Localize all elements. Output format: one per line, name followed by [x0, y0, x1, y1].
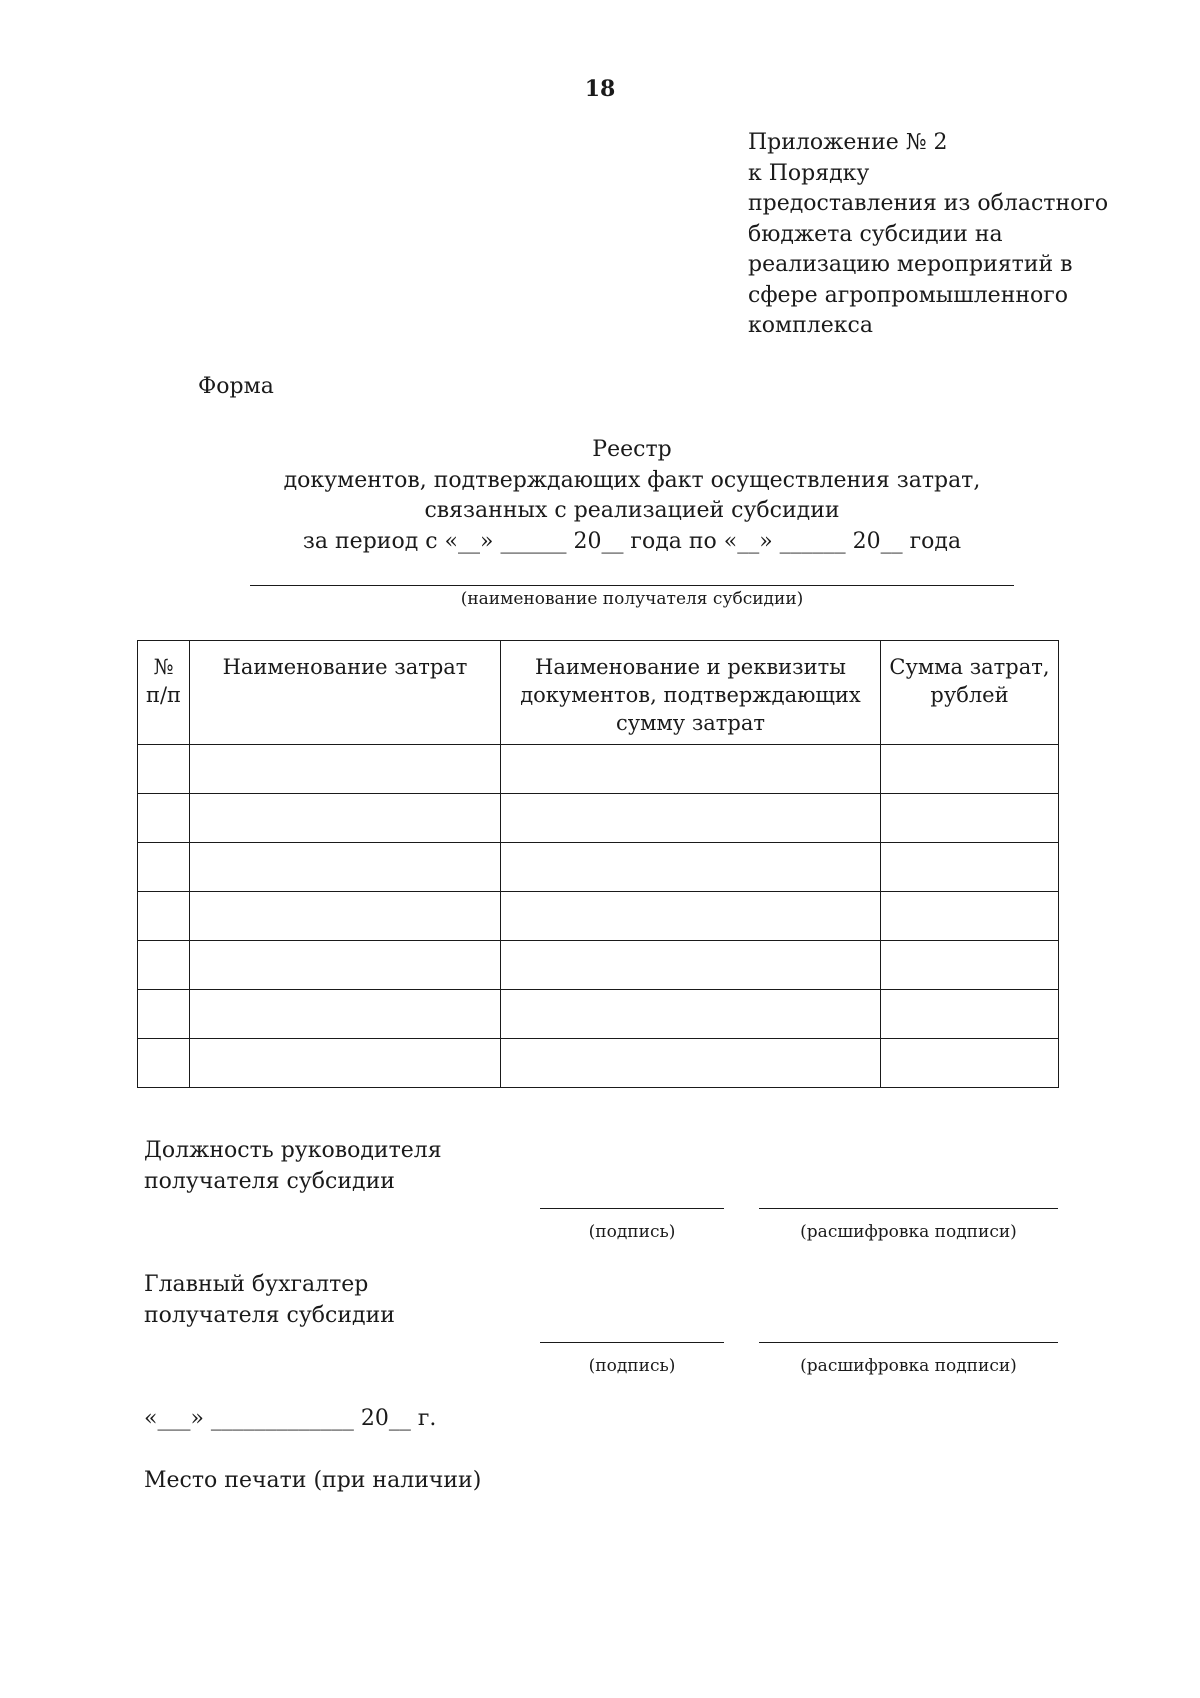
col-header-documents: Наименование и реквизиты документов, подтверждающих сумму затрат: [501, 641, 881, 745]
table-cell: [190, 990, 501, 1039]
table-row: [138, 843, 1059, 892]
table-cell: [881, 745, 1059, 794]
table-cell: [501, 990, 881, 1039]
table-cell: [138, 1039, 190, 1088]
table-cell: [138, 794, 190, 843]
signer-label-head: Должность руководителя получателя субсидии: [144, 1138, 442, 1194]
signature-decode-caption: (расшифровка подписи): [800, 1222, 1017, 1242]
table-cell: [190, 843, 501, 892]
appendix-line: комплекса: [748, 313, 873, 338]
table-cell: [138, 941, 190, 990]
table-cell: [881, 941, 1059, 990]
table-cell: [501, 843, 881, 892]
table-cell: [138, 990, 190, 1039]
table-cell: [881, 892, 1059, 941]
signature-decode-line: [759, 1208, 1058, 1209]
stamp-place-label: Место печати (при наличии): [144, 1468, 482, 1493]
table-cell: [138, 745, 190, 794]
table-row: [138, 941, 1059, 990]
signature-line: [540, 1208, 724, 1209]
appendix-line: Приложение № 2: [748, 130, 948, 155]
table-cell: [138, 843, 190, 892]
appendix-line: бюджета субсидии на: [748, 221, 1003, 247]
table-cell: [190, 794, 501, 843]
table-cell: [881, 1039, 1059, 1088]
page-number: 18: [584, 76, 616, 102]
table-body: [138, 745, 1059, 1088]
signer-label-accountant: Главный бухгалтер получателя субсидии: [144, 1272, 395, 1328]
table-cell: [501, 1039, 881, 1088]
table-cell: [501, 892, 881, 941]
signature-caption: (подпись): [588, 1222, 676, 1242]
table-row: [138, 990, 1059, 1039]
col-header-number: № п/п: [138, 641, 190, 745]
period-line: за период с «__» ______ 20__ года по «__» ______ 20__ года: [302, 528, 962, 554]
register-table: [137, 640, 1059, 1088]
form-label: Форма: [198, 374, 274, 399]
title-line: Реестр: [592, 437, 672, 462]
table-cell: [190, 941, 501, 990]
table-row: [138, 794, 1059, 843]
appendix-header: [748, 128, 1188, 342]
signature-decode-caption: (расшифровка подписи): [800, 1356, 1017, 1376]
date-line: «___» _____________ 20__ г.: [144, 1406, 437, 1431]
table-cell: [881, 990, 1059, 1039]
appendix-line: сфере агропромышленного: [748, 282, 1069, 308]
table-cell: [501, 745, 881, 794]
title-line: документов, подтверждающих факт осуществления затрат,: [283, 467, 981, 493]
title-line: связанных с реализацией субсидии: [424, 498, 840, 523]
table-cell: [881, 794, 1059, 843]
appendix-line: реализацию мероприятий в: [748, 252, 1073, 277]
recipient-caption: (наименование получателя субсидии): [460, 589, 804, 609]
signature-line: [540, 1342, 724, 1343]
recipient-name-line: [250, 585, 1014, 586]
appendix-line: к Порядку: [748, 160, 870, 186]
document-title: [0, 435, 1200, 557]
table-row: [138, 892, 1059, 941]
table-row: [138, 745, 1059, 794]
table-cell: [881, 843, 1059, 892]
table-header-row: [138, 641, 1059, 745]
col-header-amount: Сумма затрат, рублей: [881, 641, 1059, 745]
table-cell: [501, 941, 881, 990]
signature-decode-line: [759, 1342, 1058, 1343]
appendix-line: предоставления из областного: [748, 191, 1109, 216]
table-cell: [190, 1039, 501, 1088]
table-cell: [138, 892, 190, 941]
signature-caption: (подпись): [588, 1356, 676, 1376]
col-header-cost-name: Наименование затрат: [190, 641, 501, 745]
table-cell: [190, 892, 501, 941]
table-cell: [501, 794, 881, 843]
table-cell: [190, 745, 501, 794]
table-row: [138, 1039, 1059, 1088]
